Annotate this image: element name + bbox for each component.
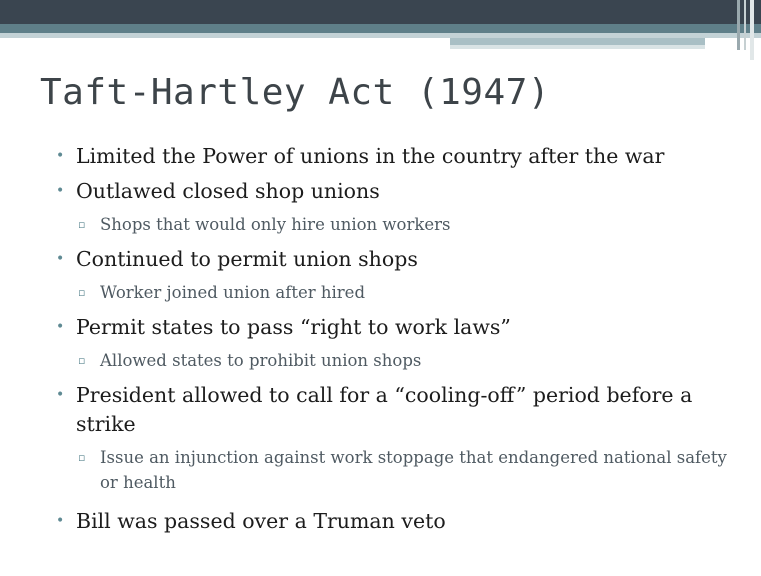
bullet-item [56,381,736,439]
bullet-text: Permit states to pass “right to work laws” [76,315,511,339]
sub-bullet-icon: ▫ [78,286,86,299]
bullet-text: Outlawed closed shop unions [76,179,380,203]
bullet-item [56,313,736,342]
bullet-text: Continued to permit union shops [76,247,418,271]
bullet-text: President allowed to call for a “cooling-off” period before a strike [76,383,693,436]
header-band-teal [0,24,761,33]
bullet-item [56,177,736,206]
sub-bullet-icon: ▫ [78,451,86,464]
sub-bullet-item [56,212,736,237]
bullet-icon: • [56,319,65,335]
bullet-icon: • [56,513,65,529]
sub-bullet-text: Shops that would only hire union workers [100,215,451,234]
sub-bullet-icon: ▫ [78,218,86,231]
sub-bullet-text: Allowed states to prohibit union shops [100,351,422,370]
sub-bullet-item [56,348,736,373]
bullet-icon: • [56,251,65,267]
bullet-item [56,142,736,171]
sub-bullet-item [56,445,736,495]
bullet-item [56,245,736,274]
bullet-icon: • [56,183,65,199]
header-stripe-1 [737,0,740,50]
bullet-item [56,507,736,536]
header-stripe-3 [750,0,754,60]
bullet-text: Bill was passed over a Truman veto [76,509,446,533]
sub-bullet-text: Worker joined union after hired [100,283,366,302]
sub-bullet-icon: ▫ [78,354,86,367]
header-band-accent [450,38,705,45]
header-band-accent-pale [450,45,705,49]
sub-bullet-item [56,280,736,305]
slide-body [56,142,736,536]
header-stripe-2 [744,0,746,50]
sub-bullet-text: Issue an injunction against work stoppage that endangered national safety or health [100,448,727,492]
bullet-text: Limited the Power of unions in the country after the war [76,144,665,168]
bullet-icon: • [56,148,65,164]
header-band-dark [0,0,761,24]
bullet-icon: • [56,387,65,403]
slide-title: Taft-Hartley Act (1947) [40,72,550,113]
